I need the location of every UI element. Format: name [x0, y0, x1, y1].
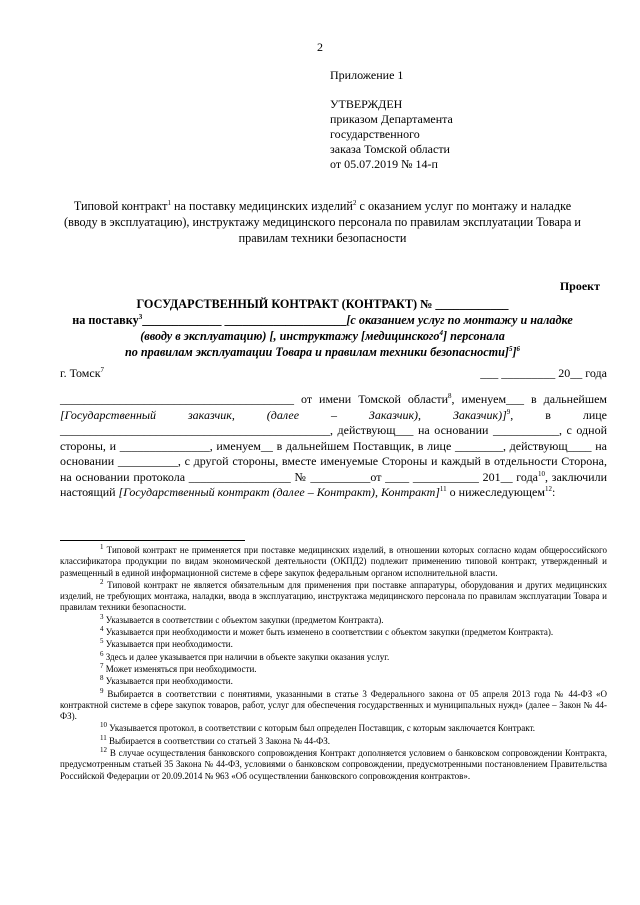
footnote-text: Типовой контракт не применяется при поставке медицинских изделий, в отношении которых согласно кодам общероссийского классификатора продукции по видам экономической деятельности (ОКПД2) подлежит применению типовой контракт, утвержденный и размещенный в единой информационной системе в сфере закупок федеральным органом исполнительной власти. — [60, 545, 607, 578]
title-text: (вводу в эксплуатацию) — [140, 329, 267, 343]
city-date-row — [60, 366, 607, 381]
title-text: _____________ ____________________ — [142, 313, 347, 327]
footnote-ref[interactable]: 10 — [538, 469, 546, 478]
footnote — [60, 676, 607, 687]
footnote-number: 3 — [100, 612, 104, 621]
contract-title-line — [60, 328, 585, 344]
intro-italic: [Государственный заказчик, (далее – Заказчик), Заказчик)] — [60, 407, 507, 422]
city-label — [60, 366, 104, 381]
footnote-number: 12 — [100, 746, 107, 755]
footnote-ref[interactable]: 11 — [439, 485, 447, 493]
appendix-label: Приложение 1 — [330, 68, 404, 82]
footnote — [60, 612, 607, 626]
intro-italic: [Государственный контракт (далее – Контракт), Контракт] — [118, 485, 440, 499]
intro-text: о нижеследующем — [446, 485, 545, 499]
intro-text: _______________________________________ от имени Томской области — [60, 392, 449, 406]
contract-title-line — [60, 312, 585, 328]
intro-text: : — [551, 485, 556, 499]
footnote — [60, 748, 607, 782]
footnote-number: 9 — [100, 686, 104, 695]
footnote-ref[interactable]: 5 — [508, 344, 513, 353]
footnote-ref[interactable]: 7 — [100, 366, 105, 374]
approval-block — [330, 68, 453, 172]
footnote-number: 1 — [100, 543, 104, 551]
footnote-text: Указывается при необходимости. — [103, 639, 233, 650]
typical-title-text: Типовой контракт — [73, 199, 168, 213]
footnote-number: 4 — [100, 625, 104, 634]
footnote-number: 10 — [100, 721, 107, 730]
footnote — [60, 577, 607, 614]
footnote-ref[interactable]: 6 — [516, 344, 521, 353]
footnote-ref[interactable]: 3 — [138, 312, 143, 321]
footnote — [60, 639, 607, 650]
footnote-ref[interactable]: 9 — [506, 407, 511, 416]
footnote-text: Указывается протокол, в соответствии с которым был определен Поставщик, с которым заключается Контракт. — [107, 723, 536, 734]
title-text: на поставку — [72, 313, 139, 327]
title-text: ] персонала — [443, 329, 505, 343]
footnote-text: Выбирается в соответствии с понятиями, указанными в статье 3 Федерального закона от 05 апреля 2013 года № 44-ФЗ «О контрактной системе в сфере закупок товаров, работ, услуг для обеспечения государственных и муниципальных нужд» (далее – Закон № 44-ФЗ). — [60, 688, 607, 722]
footnote — [60, 723, 607, 734]
footnote — [60, 627, 607, 638]
approval-line: приказом Департамента — [330, 112, 453, 126]
intro-text: , в лице _____________________________________________, действующ___ на основании ___________, с одной стороны, и _______________, именуем__ в дальнейшем Поставщик, в лице ________, действующ____ на основании __________, с другой стороны, вместе именуемые Стороны и каждый в отдельности Сторона, на основании протокола _________________ № __________от ____ ___________ 201__ года — [60, 407, 607, 484]
typical-title-text: на поставку медицинских изделий — [170, 199, 353, 213]
intro-paragraph — [60, 392, 607, 501]
approval-line: государственного — [330, 127, 420, 141]
intro-text: , заключили настоящий — [60, 469, 607, 499]
title-text: [с оказанием услуг по монтажу и наладке — [346, 313, 573, 327]
contract-title-line: ГОСУДАРСТВЕННЫЙ КОНТРАКТ (КОНТРАКТ) № ____________ — [136, 297, 509, 311]
title-text: ] — [512, 345, 517, 359]
contract-title — [60, 296, 585, 360]
footnote-ref[interactable]: 8 — [448, 392, 452, 400]
footnote — [60, 686, 607, 723]
intro-text: , именуем___ в дальнейшем — [451, 392, 607, 406]
footnote-ref[interactable]: 1 — [167, 198, 171, 207]
title-text: по правилам эксплуатации Товара и правилам техники безопасности] — [124, 345, 509, 359]
approved-label: УТВЕРЖДЕН — [330, 97, 403, 111]
footnote-number: 7 — [100, 661, 104, 670]
approval-line: от 05.07.2019 № 14-п — [330, 157, 438, 171]
footnote-text: Может изменяться при необходимости. — [103, 663, 257, 674]
contract-date: ___ _________ 20__ года — [480, 366, 607, 380]
footnote-text: Указывается при необходимости. — [103, 676, 233, 687]
footnote-number: 2 — [100, 577, 104, 586]
footnote-text: Указывается при необходимости и может быть изменено в соответствии с объектом закупки (предметом Контракта). — [103, 627, 554, 638]
contract-title-line — [60, 344, 585, 360]
typical-contract-title — [60, 198, 585, 246]
footnote-number: 5 — [100, 637, 104, 646]
title-text: [, инструктажу [медицинского — [266, 329, 440, 343]
city-name: г. Томск — [60, 366, 101, 380]
footnote-number: 11 — [100, 733, 107, 742]
footnote-text: Типовой контракт не является обязательным для применения при поставке аппаратуры, оборудования и других медицинских изделий, не требующих монтажа, наладки, ввода в эксплуатацию, инструктажа медицинского персонала по правилам эксплуатации Товара и правилам техники безопасности. — [60, 579, 607, 613]
page-number: 2 — [317, 40, 323, 54]
footnote — [60, 545, 607, 579]
footnote-ref[interactable]: 4 — [439, 328, 443, 337]
footnote-ref[interactable]: 12 — [544, 485, 552, 493]
footnote-separator — [60, 540, 245, 541]
footnotes — [60, 545, 607, 783]
footnote-number: 6 — [100, 649, 104, 658]
footnote — [60, 661, 607, 675]
footnote-text: Указывается в соответствии с объектом закупки (предметом Контракта). — [103, 614, 384, 625]
project-label: Проект — [559, 279, 600, 293]
approval-line: заказа Томской области — [330, 142, 450, 156]
footnote-ref[interactable]: 2 — [352, 198, 357, 207]
footnote-text: В случае осуществления банковского сопровождения Контракт дополняется условием о банковском сопровождении Контракта, предусмотренным статьей 35 Закона № 44-ФЗ, условиями о банковском сопровождении, предусмотренными постановлением Правительства Российской Федерации от 20.09.2014 № 963 «Об осуществлении банковского сопровождения контрактов». — [60, 748, 607, 781]
footnote-text: Здесь и далее указывается при наличии в объекте закупки оказания услуг. — [103, 651, 390, 662]
typical-title-text: с оказанием услуг по монтажу и наладке (вводу в эксплуатацию), инструктажу медицинского персонала по правилам эксплуатации Товара и правилам техники безопасности — [64, 199, 581, 245]
footnote-number: 8 — [100, 674, 104, 683]
footnote — [60, 733, 607, 747]
footnote — [60, 649, 607, 663]
footnote-text: Выбирается в соответствии со статьей 3 Закона № 44-ФЗ. — [106, 735, 331, 746]
